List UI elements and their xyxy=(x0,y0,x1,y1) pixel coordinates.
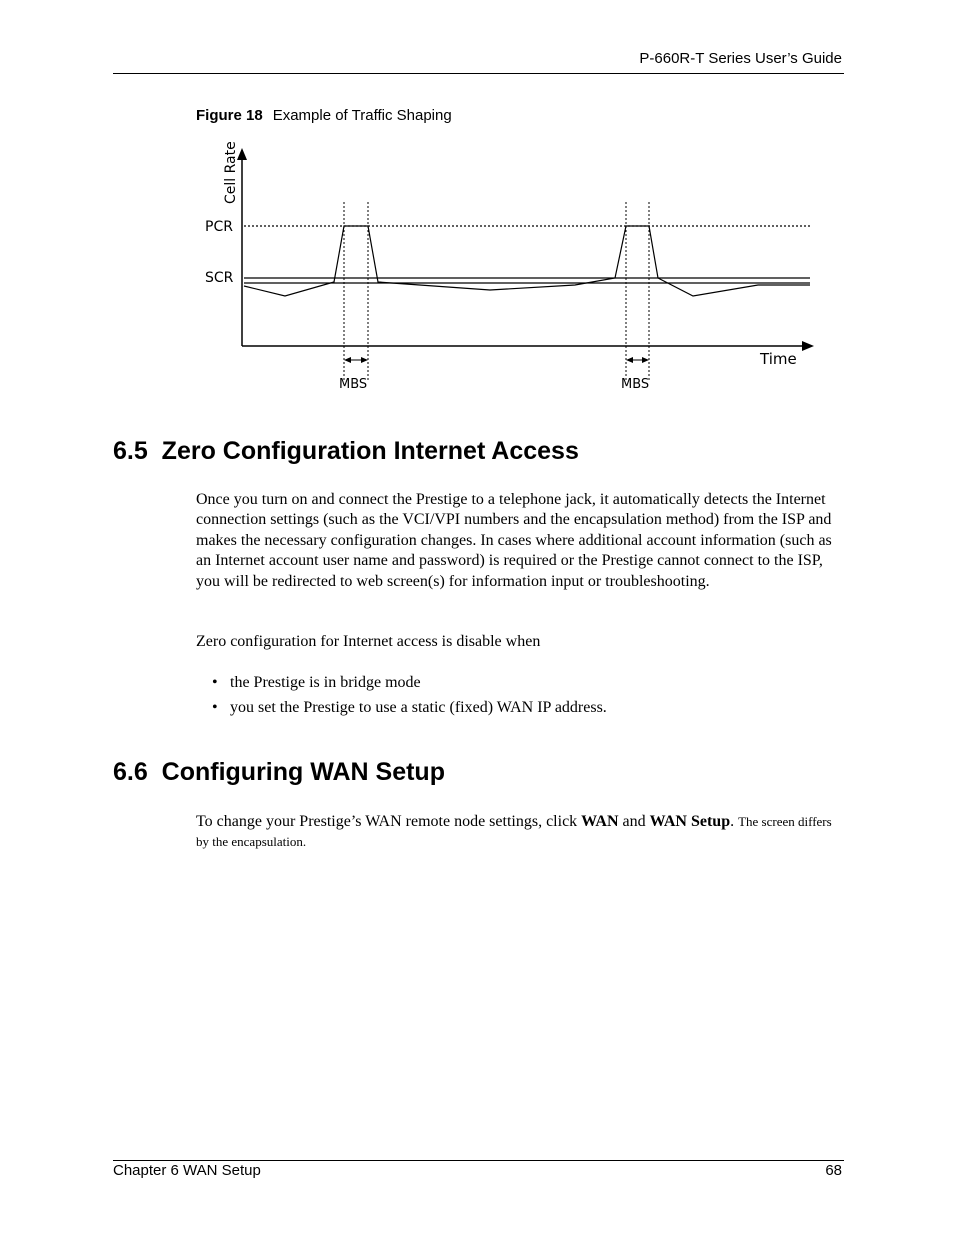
footer-page-number: 68 xyxy=(825,1162,842,1179)
footer-chapter: Chapter 6 WAN Setup xyxy=(113,1162,261,1179)
list-item: • you set the Prestige to use a static (fixed) WAN IP address. xyxy=(212,699,607,716)
running-header: P-660R-T Series User’s Guide xyxy=(639,50,842,67)
figure-caption-text: Example of Traffic Shaping xyxy=(272,107,452,124)
mbs-arrow-1 xyxy=(344,357,368,363)
zero-config-paragraph: Once you turn on and connect the Prestige to a telephone jack, it automatically detects the Internet connection settings (such as the VCI/VPI numbers and the encapsulation method) from the ISP and makes the necessary configuration changes. In cases where additional account information (such as an Internet account user name and password) is required or the Prestige cannot connect to the ISP, you will be redirected to web screen(s) for information input or troubleshooting. xyxy=(196,491,832,590)
wan-setup-paragraph: To change your Prestige’s WAN remote node settings, click WAN and WAN Setup. The screen differs by the encapsulation. xyxy=(196,813,832,850)
mbs-arrow-2 xyxy=(626,357,649,363)
scr-label: SCR xyxy=(205,270,234,286)
traffic-shaping-figure xyxy=(190,130,830,395)
encapsulation-note: The screen differs by the encapsulation. xyxy=(196,814,832,850)
bullet-icon: • xyxy=(212,699,218,716)
mbs-label-1: MBS xyxy=(339,377,368,392)
section-heading-6-5 xyxy=(113,437,579,466)
header-rule xyxy=(113,73,844,74)
figure-label: Figure 18 xyxy=(196,107,263,124)
x-axis-label: Time xyxy=(760,350,797,368)
section-number: 6.5 xyxy=(113,437,148,465)
x-axis-arrow xyxy=(802,341,814,351)
y-axis-label: Cell Rate xyxy=(223,141,239,204)
bullet-icon: • xyxy=(212,674,218,691)
wan-setup-term: WAN Setup xyxy=(649,813,731,830)
traffic-curve xyxy=(244,226,810,296)
list-item: • the Prestige is in bridge mode xyxy=(212,674,421,691)
pcr-label: PCR xyxy=(205,219,233,235)
section-number: 6.6 xyxy=(113,758,148,786)
wan-term: WAN xyxy=(581,813,619,830)
section-title: Zero Configuration Internet Access xyxy=(161,437,579,465)
footer-rule xyxy=(113,1160,844,1161)
section-heading-6-6 xyxy=(113,758,445,787)
section-title: Configuring WAN Setup xyxy=(161,758,445,786)
figure-caption xyxy=(196,107,452,124)
disable-conditions-list xyxy=(212,673,607,723)
zero-config-disable-intro: Zero configuration for Internet access is disable when xyxy=(196,633,541,650)
mbs-label-2: MBS xyxy=(621,377,650,392)
